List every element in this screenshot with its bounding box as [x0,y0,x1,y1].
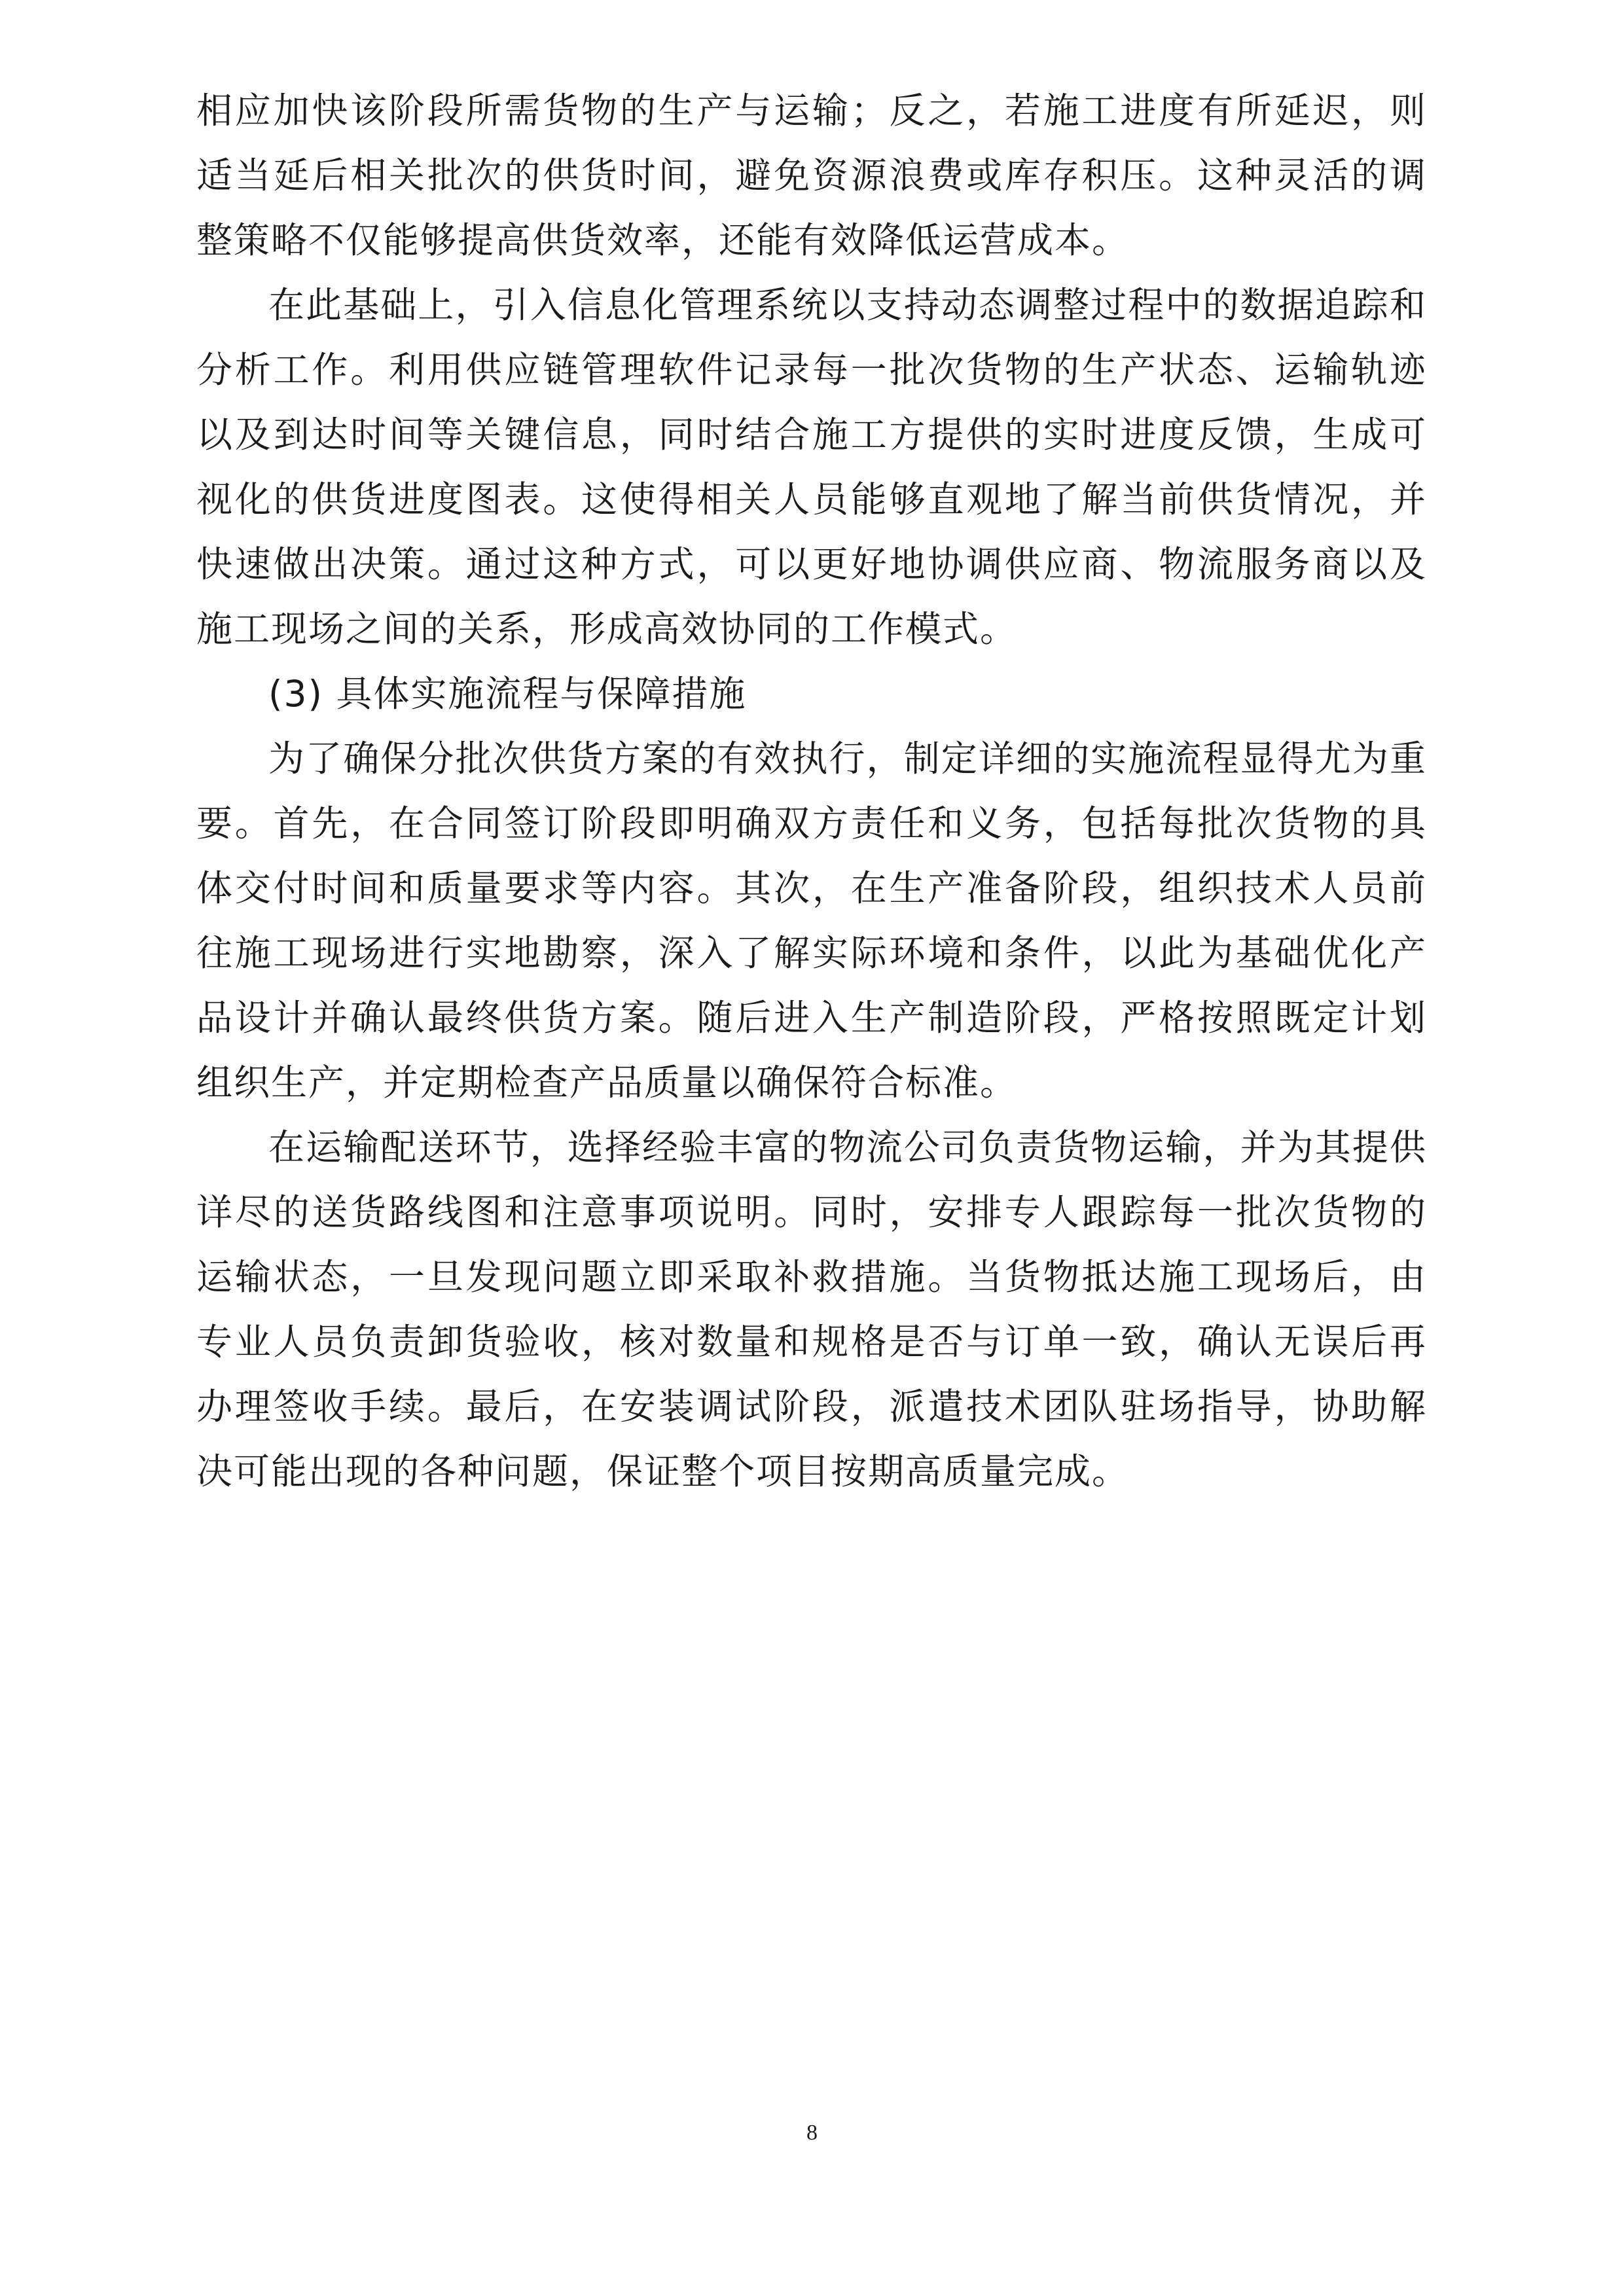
page-body [196,79,1427,1504]
paragraph-information-system: 在此基础上，引入信息化管理系统以支持动态调整过程中的数据追踪和分析工作。利用供应链管理软件记录每一批次货物的生产状态、运输轨迹以及到达时间等关键信息，同时结合施工方提供的实时进度反馈，生成可视化的供货进度图表。这使得相关人员能够直观地了解当前供货情况，并快速做出决策。通过这种方式，可以更好地协调供应商、物流服务商以及施工现场之间的关系，形成高效协同的工作模式。 [196,284,1427,650]
page-number: 8 [806,2121,818,2145]
paragraph-continuation: 相应加快该阶段所需货物的生产与运输；反之，若施工进度有所延迟，则适当延后相关批次的供货时间，避免资源浪费或库存积压。这种灵活的调整策略不仅能够提高供货效率，还能有效降低运营成本。 [196,90,1427,261]
section-heading: (3) 具体实施流程与保障措施 [268,673,747,715]
paragraph-implementation-process: 为了确保分批次供货方案的有效执行，制定详细的实施流程显得尤为重要。首先，在合同签订阶段即明确双方责任和义务，包括每批次货物的具体交付时间和质量要求等内容。其次，在生产准备阶段，组织技术人员前往施工现场进行实地勘察，深入了解实际环境和条件，以此为基础优化产品设计并确认最终供货方案。随后进入生产制造阶段，严格按照既定计划组织生产，并定期检查产品质量以确保符合标准。 [196,738,1427,1103]
paragraph-transport-delivery: 在运输配送环节，选择经验丰富的物流公司负责货物运输，并为其提供详尽的送货路线图和注意事项说明。同时，安排专人跟踪每一批次货物的运输状态，一旦发现问题立即采取补救措施。当货物抵达施工现场后，由专业人员负责卸货验收，核对数量和规格是否与订单一致，确认无误后再办理签收手续。最后，在安装调试阶段，派遣技术团队驻场指导，协助解决可能出现的各种问题，保证整个项目按期高质量完成。 [196,1126,1427,1492]
